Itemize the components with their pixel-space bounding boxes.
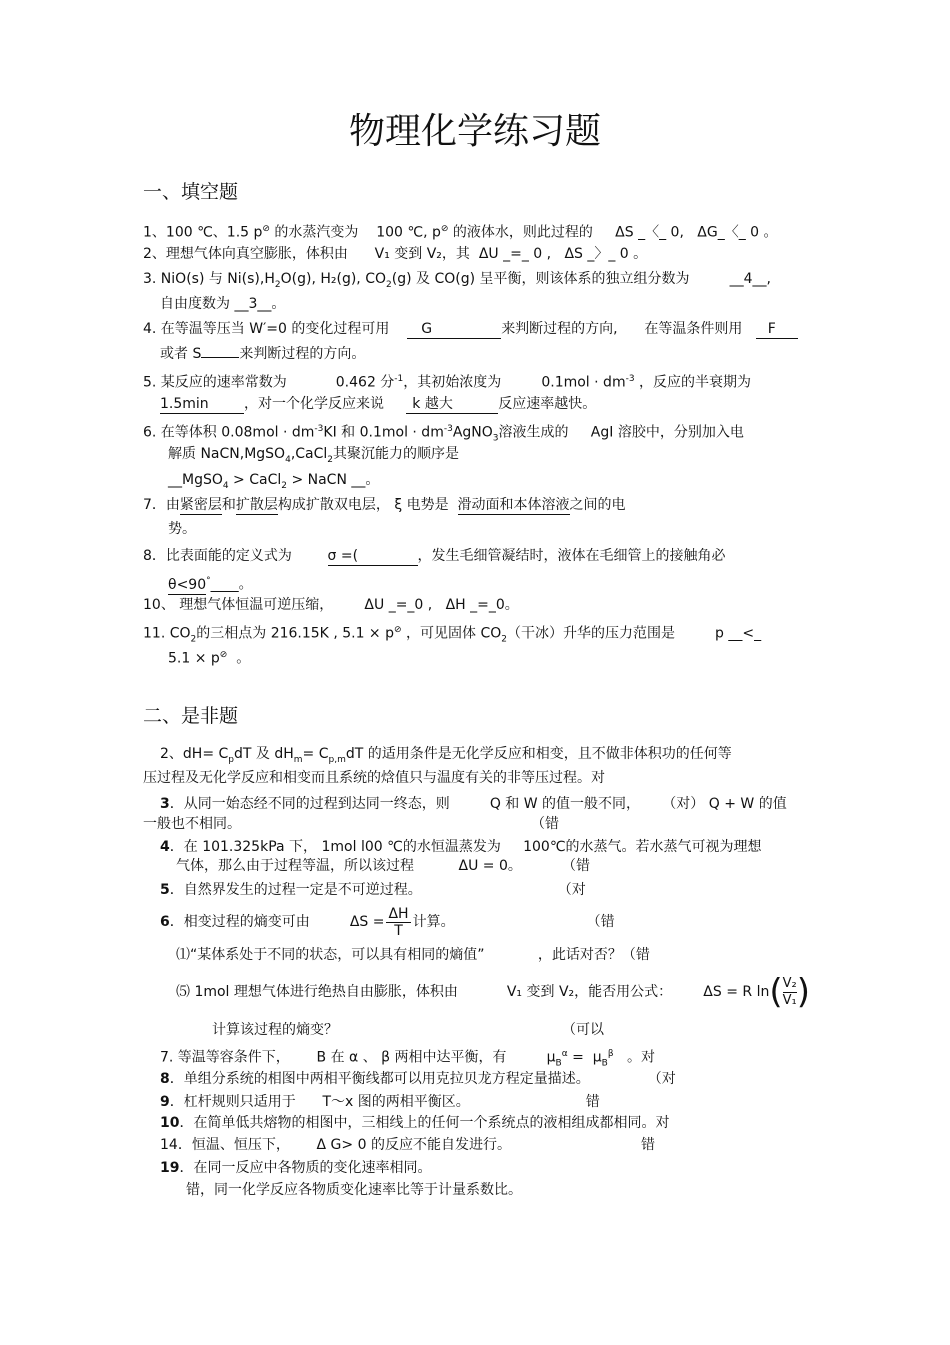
question-2-6: 6．相变过程的熵变可由 ΔS = $\frac{\Delta H}{T}$ 计算。 （错 [160,905,615,939]
section-heading-true-false: 二、是非题 [143,705,239,727]
entropy-fraction: $\frac{\Delta H}{T}$ [388,905,409,939]
volume-ratio-fraction: $\frac{\text{V₂}}{\text{V₁}}$ [782,975,797,1008]
question-1-11: 11. $CO_2$的三相点为 216.15K , 5.1 × p⊘ ，可见固体 $CO_2$（干冰）升华的压力范围是 p __<_ [143,625,762,645]
question-1-8: 8．比表面能的定义式为 σ =( ，发生毛细管凝结时，液体在毛细管上的接触角必 [143,548,726,564]
question-1-5: 5. 某反应的速率常数为 0.462 分$^{-1}$，其初始浓度为 $0.1mol \cdot dm^{-3}$ ，反应的半衰期为 [143,374,752,391]
standard-state-symbol: ⊘ [394,625,402,635]
question-2-3: 3．从同一始态经不同的过程到达同一终态，则 Q 和 W 的值一般不同， （对） Q + W 的值 [160,796,787,812]
question-2-4-cont: 气体，那么由于过程等温，所以该过程 ΔU = 0。 （错 [176,858,590,874]
question-2-7: 7. 等温等容条件下， B 在 α 、 β 两相中达平衡，有 $\mu_B^\alpha = \mu_B^\beta$ 。对 [160,1049,655,1069]
question-1-7: 7．由紧密层和扩散层构成扩散双电层， ξ 电势是 滑动面和本体溶液之间的电 [143,497,626,513]
standard-state-symbol: ⊘ [219,650,228,660]
question-1-10: 10、 理想气体恒温可逆压缩， ΔU _=_0 , ΔH _=_0。 [143,597,519,613]
left-paren: ( [769,972,783,1012]
question-1-11-cont: 5.1 × p⊘ 。 [168,650,251,667]
question-1-6-cont: 解质 NaCN,MgSO$_4$,CaCl$_2$其聚沉能力的顺序是 [168,446,460,465]
standard-state-symbol: ⊘ [262,224,270,234]
question-2-10: 10．在简单低共熔物的相图中，三相线上的任何一个系统点的液相组成都相同。对 [160,1115,670,1131]
question-1-6-answer: __MgSO$_4$ > CaCl$_2$ > NaCN __。 [168,472,380,491]
question-2-9: 9．杠杆规则只适用于 T～x 图的两相平衡区。 错 [160,1094,600,1110]
question-1-3: 3. NiO(s) 与 $Ni(s),H_2O(g)$, H₂(g), $CO_2(g)$ 及 CO(g) 呈平衡，则该体系的独立组分数为 __4__, [143,271,771,290]
question-2-5: 5．自然界发生的过程一定是不可逆过程。 （对 [160,882,586,898]
question-2-19-answer: 错，同一化学反应各物质变化速率比等于计量系数比。 [186,1182,522,1198]
question-1-3-cont: 自由度数为 __3__。 [160,296,286,312]
question-2-8: 8．单组分系统的相图中两相平衡线都可以用克拉贝龙方程定量描述。 （对 [160,1071,676,1087]
question-2-2: 2、$dH= C_pdT$ 及 $dH_m= C_{p,m}dT$ 的适用条件是无化学反应和相变，且不做非体积功的任何等 [160,746,732,765]
question-2-6-5: ⑸ 1mol 理想气体进行绝热自由膨胀，体积由 V₁ 变到 V₂，能否用公式： ΔS = R ln( $\frac{\text{V₂}}{\text{V₁}}$ ) [176,972,810,1012]
question-2-6-1: ⑴“某体系处于不同的状态，可以具有相同的熵值” ，此话对否？（错 [176,947,650,963]
question-1-1: 1、100 ℃、1.5 p⊘ 的水蒸汽变为 100 ℃, p⊘ 的液体水，则此过程的 ΔS _〈_ 0, ΔG_〈_ 0 。 [143,224,778,241]
question-2-2-cont: 压过程及无化学反应和相变而且系统的焓值只与温度有关的非等压过程。对 [143,770,605,786]
section-heading-fill-blank: 一、填空题 [143,181,239,203]
question-1-7-cont: 势。 [168,521,196,537]
question-1-6: 6. 在等体积 $0.08mol \cdot dm^{-3}KI$ 和 $0.1mol \cdot dm^{-3}AgNO_3$溶液生成的 AgI 溶胶中，分别加入电 [143,424,744,444]
question-2-3-cont: 一般也不相同。 （错 [143,816,559,832]
question-1-8-cont: θ<90°____。 [168,576,253,593]
question-2-6-5-cont: 计算该过程的熵变？ （可以 [212,1022,604,1038]
question-1-2: 2、理想气体向真空膨胀，体积由 V₁ 变到 V₂，其 ΔU _=_ 0 , ΔS _〉_ 0 。 [143,246,648,262]
question-1-5-cont: 1.5min ，对一个化学反应来说 k 越大 反应速率越快。 [160,396,597,412]
question-1-4: 4. 在等温等压当 W′=0 的变化过程可用 G 来判断过程的方向, 在等温条件则用 F [143,320,798,339]
question-1-4-cont: 或者 S 来判断过程的方向。 [160,346,366,362]
question-2-19: 19．在同一反应中各物质的变化速率相同。 [160,1160,432,1176]
standard-state-symbol: ⊘ [440,224,449,234]
question-2-14: 14．恒温、恒压下， Δ G> 0 的反应不能自发进行。 错 [160,1137,655,1153]
page-title: 物理化学练习题 [348,111,601,152]
question-2-4: 4．在 101.325kPa 下， 1mol l00 ℃的水恒温蒸发为 100℃的水蒸气。若水蒸气可视为理想 [160,839,762,855]
right-paren: ) [796,972,810,1012]
